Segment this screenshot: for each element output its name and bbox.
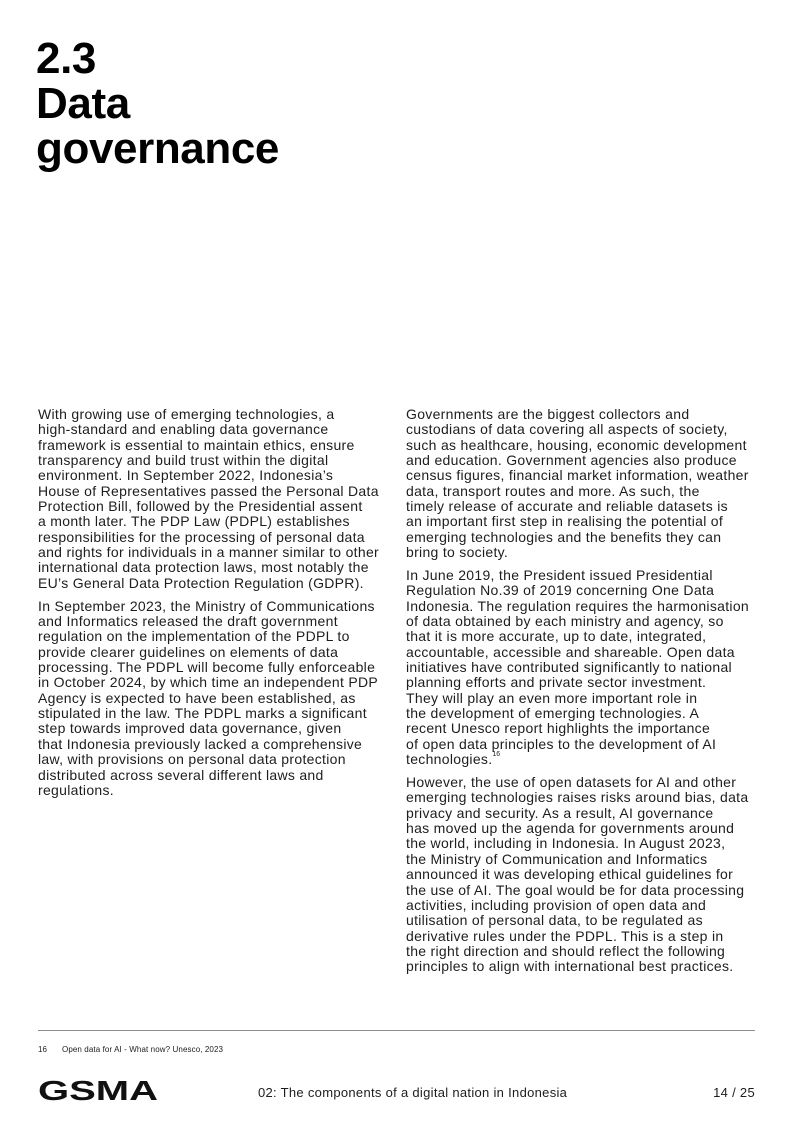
text-line [406,438,749,453]
left-text-column [38,407,379,806]
text-line-content: timely release of accurate and reliable datasets is [406,498,728,515]
text-line-content: emerging technologies and the benefits they can [406,528,722,545]
text-line-content: transparency and build trust within the digital [38,452,329,469]
text-line [38,614,379,629]
text-line-content: data, transport routes and more. As such, the [406,482,700,499]
text-line [406,721,749,736]
text-line [406,468,749,483]
gsma-logo-text: GSMA [38,1079,158,1103]
text-line [406,775,749,790]
text-line-content: Protection Bill, followed by the Presidential assent [38,498,363,515]
text-line [406,545,749,560]
text-line [38,530,379,545]
paragraph [406,407,749,560]
text-line-content: provide clearer guidelines on elements of data [38,643,339,660]
text-line [406,929,749,944]
text-line [38,422,379,437]
text-line-content: law, with provisions on personal data protection [38,751,346,768]
text-line-content: With growing use of emerging technologies, a [38,406,335,422]
text-line [38,706,379,721]
text-line-content: the use of AI. The goal would be for data processing [406,881,745,898]
text-line [406,913,749,928]
text-line-content: census figures, financial market information, weather [406,467,749,484]
text-line [406,583,749,598]
text-line-content: announced it was developing ethical guidelines for [406,866,734,883]
text-line [406,675,749,690]
text-line-content: bring to society. [406,544,509,561]
text-line-content: and Informatics released the draft government [38,613,338,630]
section-heading [36,36,279,171]
text-line-content: step towards improved data governance, given [38,720,342,737]
paragraph [38,407,379,591]
text-line [38,691,379,706]
text-line [406,660,749,675]
gsma-logo [38,1079,158,1103]
text-line [406,599,749,614]
text-line [406,944,749,959]
text-line [38,721,379,736]
text-line-content: responsibilities for the processing of personal data [38,528,365,545]
text-line-content: has moved up the agenda for governments around [406,820,735,837]
text-line-content: activities, including provision of open data and [406,896,707,913]
text-line-content: EU’s General Data Protection Regulation (GDPR). [38,574,364,591]
text-line [38,453,379,468]
text-line-content: custodians of data covering all aspects of society, [406,421,728,438]
text-line [38,599,379,614]
text-line [406,422,749,437]
text-line [38,645,379,660]
footnote-number: 16 [38,1045,48,1054]
text-line-content: privacy and security. As a result, AI governance [406,804,714,821]
text-line [406,645,749,660]
text-line-content: In June 2019, the President issued Presidential [406,567,713,584]
text-line [406,883,749,898]
text-line [38,438,379,453]
text-line-content: a month later. The PDP Law (PDPL) establishes [38,513,350,530]
text-line [38,737,379,752]
text-line [38,468,379,483]
text-line [406,752,749,767]
text-line-content: principles to align with international best practices. [406,958,734,975]
text-line-content: initiatives have contributed significantly to national [406,659,732,676]
text-line-content: Agency is expected to have been established, as [38,689,356,706]
text-line-content: House of Representatives passed the Personal Data [38,482,379,499]
text-line-content: in October 2024, by which time an independent PDP [38,674,379,691]
text-line [406,407,749,422]
section-number: 2.3 [36,34,96,83]
text-line [406,790,749,805]
text-line [406,691,749,706]
text-line-content: that Indonesia previously lacked a comprehensive [38,735,363,752]
text-line-content: the world, including in Indonesia. In August 2023, [406,835,726,852]
text-line [406,530,749,545]
text-line-content: recent Unesco report highlights the importance [406,720,711,737]
section-title-line-1: Data [36,79,130,128]
text-line [406,836,749,851]
text-line [38,407,379,422]
text-line-content: Indonesia. The regulation requires the harmonisation [406,597,749,614]
right-text-column [406,407,749,982]
text-line-content: such as healthcare, housing, economic development [406,436,747,453]
text-line-content: international data protection laws, most notably the [38,559,369,576]
text-line [38,484,379,499]
text-line-content: high-standard and enabling data governance [38,421,329,438]
text-line-content: Governments are the biggest collectors and [406,406,690,422]
text-line [406,959,749,974]
text-line-content: emerging technologies raises risks around bias, data [406,789,749,806]
text-line-content: an important first step in realising the potential of [406,513,724,530]
text-line-content: processing. The PDPL will become fully enforceable [38,659,376,676]
text-line-content: They will play an even more important role in [406,689,698,706]
text-line-content: Regulation No.39 of 2019 concerning One Data [406,582,715,599]
text-line [406,898,749,913]
text-line-content: derivative rules under the PDPL. This is a step in [406,927,724,944]
text-line-content: planning efforts and private sector investment. [406,674,707,691]
text-line-content: of data obtained by each ministry and agency, so [406,613,724,630]
text-line-content: distributed across several different laws and [38,766,324,783]
text-line-content: the right direction and should reflect the following [406,942,726,959]
text-line [406,806,749,821]
text-line-content: stipulated in the law. The PDPL marks a significant [38,705,367,722]
text-line [38,560,379,575]
text-line-content: regulation on the implementation of the PDPL to [38,628,350,645]
text-line [38,675,379,690]
text-line [406,629,749,644]
text-line [38,768,379,783]
paragraph [38,599,379,798]
text-line [406,484,749,499]
text-line-content: the development of emerging technologies. A [406,705,700,722]
text-line-content: accountable, accessible and shareable. Open data [406,643,735,660]
text-line [406,867,749,882]
text-line-content: the Ministry of Communication and Informatics [406,850,708,867]
text-line [406,706,749,721]
text-line [406,514,749,529]
text-line-content: utilisation of personal data, to be regulated as [406,912,703,929]
text-line [406,499,749,514]
text-line [406,852,749,867]
page-number: 14 / 25 [713,1085,755,1100]
text-line-content: environment. In September 2022, Indonesia’s [38,467,334,484]
text-line-content: technologies. [406,751,493,768]
paragraph [406,568,749,767]
text-line-content: of open data principles to the development of AI [406,735,717,752]
text-line-content: framework is essential to maintain ethics, ensure [38,436,355,453]
text-line-content: However, the use of open datasets for AI and other [406,774,737,791]
text-line [38,545,379,560]
text-line [406,821,749,836]
text-line [406,737,749,752]
text-line-content: and rights for individuals in a manner similar to other [38,544,379,561]
text-line [406,568,749,583]
footer-section-title: 02: The components of a digital nation in Indonesia [258,1085,568,1100]
footnote-reference: 16 [492,751,501,759]
section-title-line-2: governance [36,124,279,173]
paragraph [406,775,749,974]
text-line [38,660,379,675]
text-line-content: regulations. [38,781,114,798]
text-line [38,514,379,529]
text-line [406,453,749,468]
text-line [406,614,749,629]
text-line [38,783,379,798]
text-line-content: that it is more accurate, up to date, integrated, [406,628,707,645]
text-line-content: and education. Government agencies also produce [406,452,737,469]
text-line [38,629,379,644]
text-line [38,576,379,591]
text-line [38,499,379,514]
text-line-content: In September 2023, the Ministry of Communications [38,597,375,614]
footnote-text: Open data for AI - What now? Unesco, 2023 [62,1045,224,1054]
text-line [38,752,379,767]
footnote-divider [38,1030,755,1031]
